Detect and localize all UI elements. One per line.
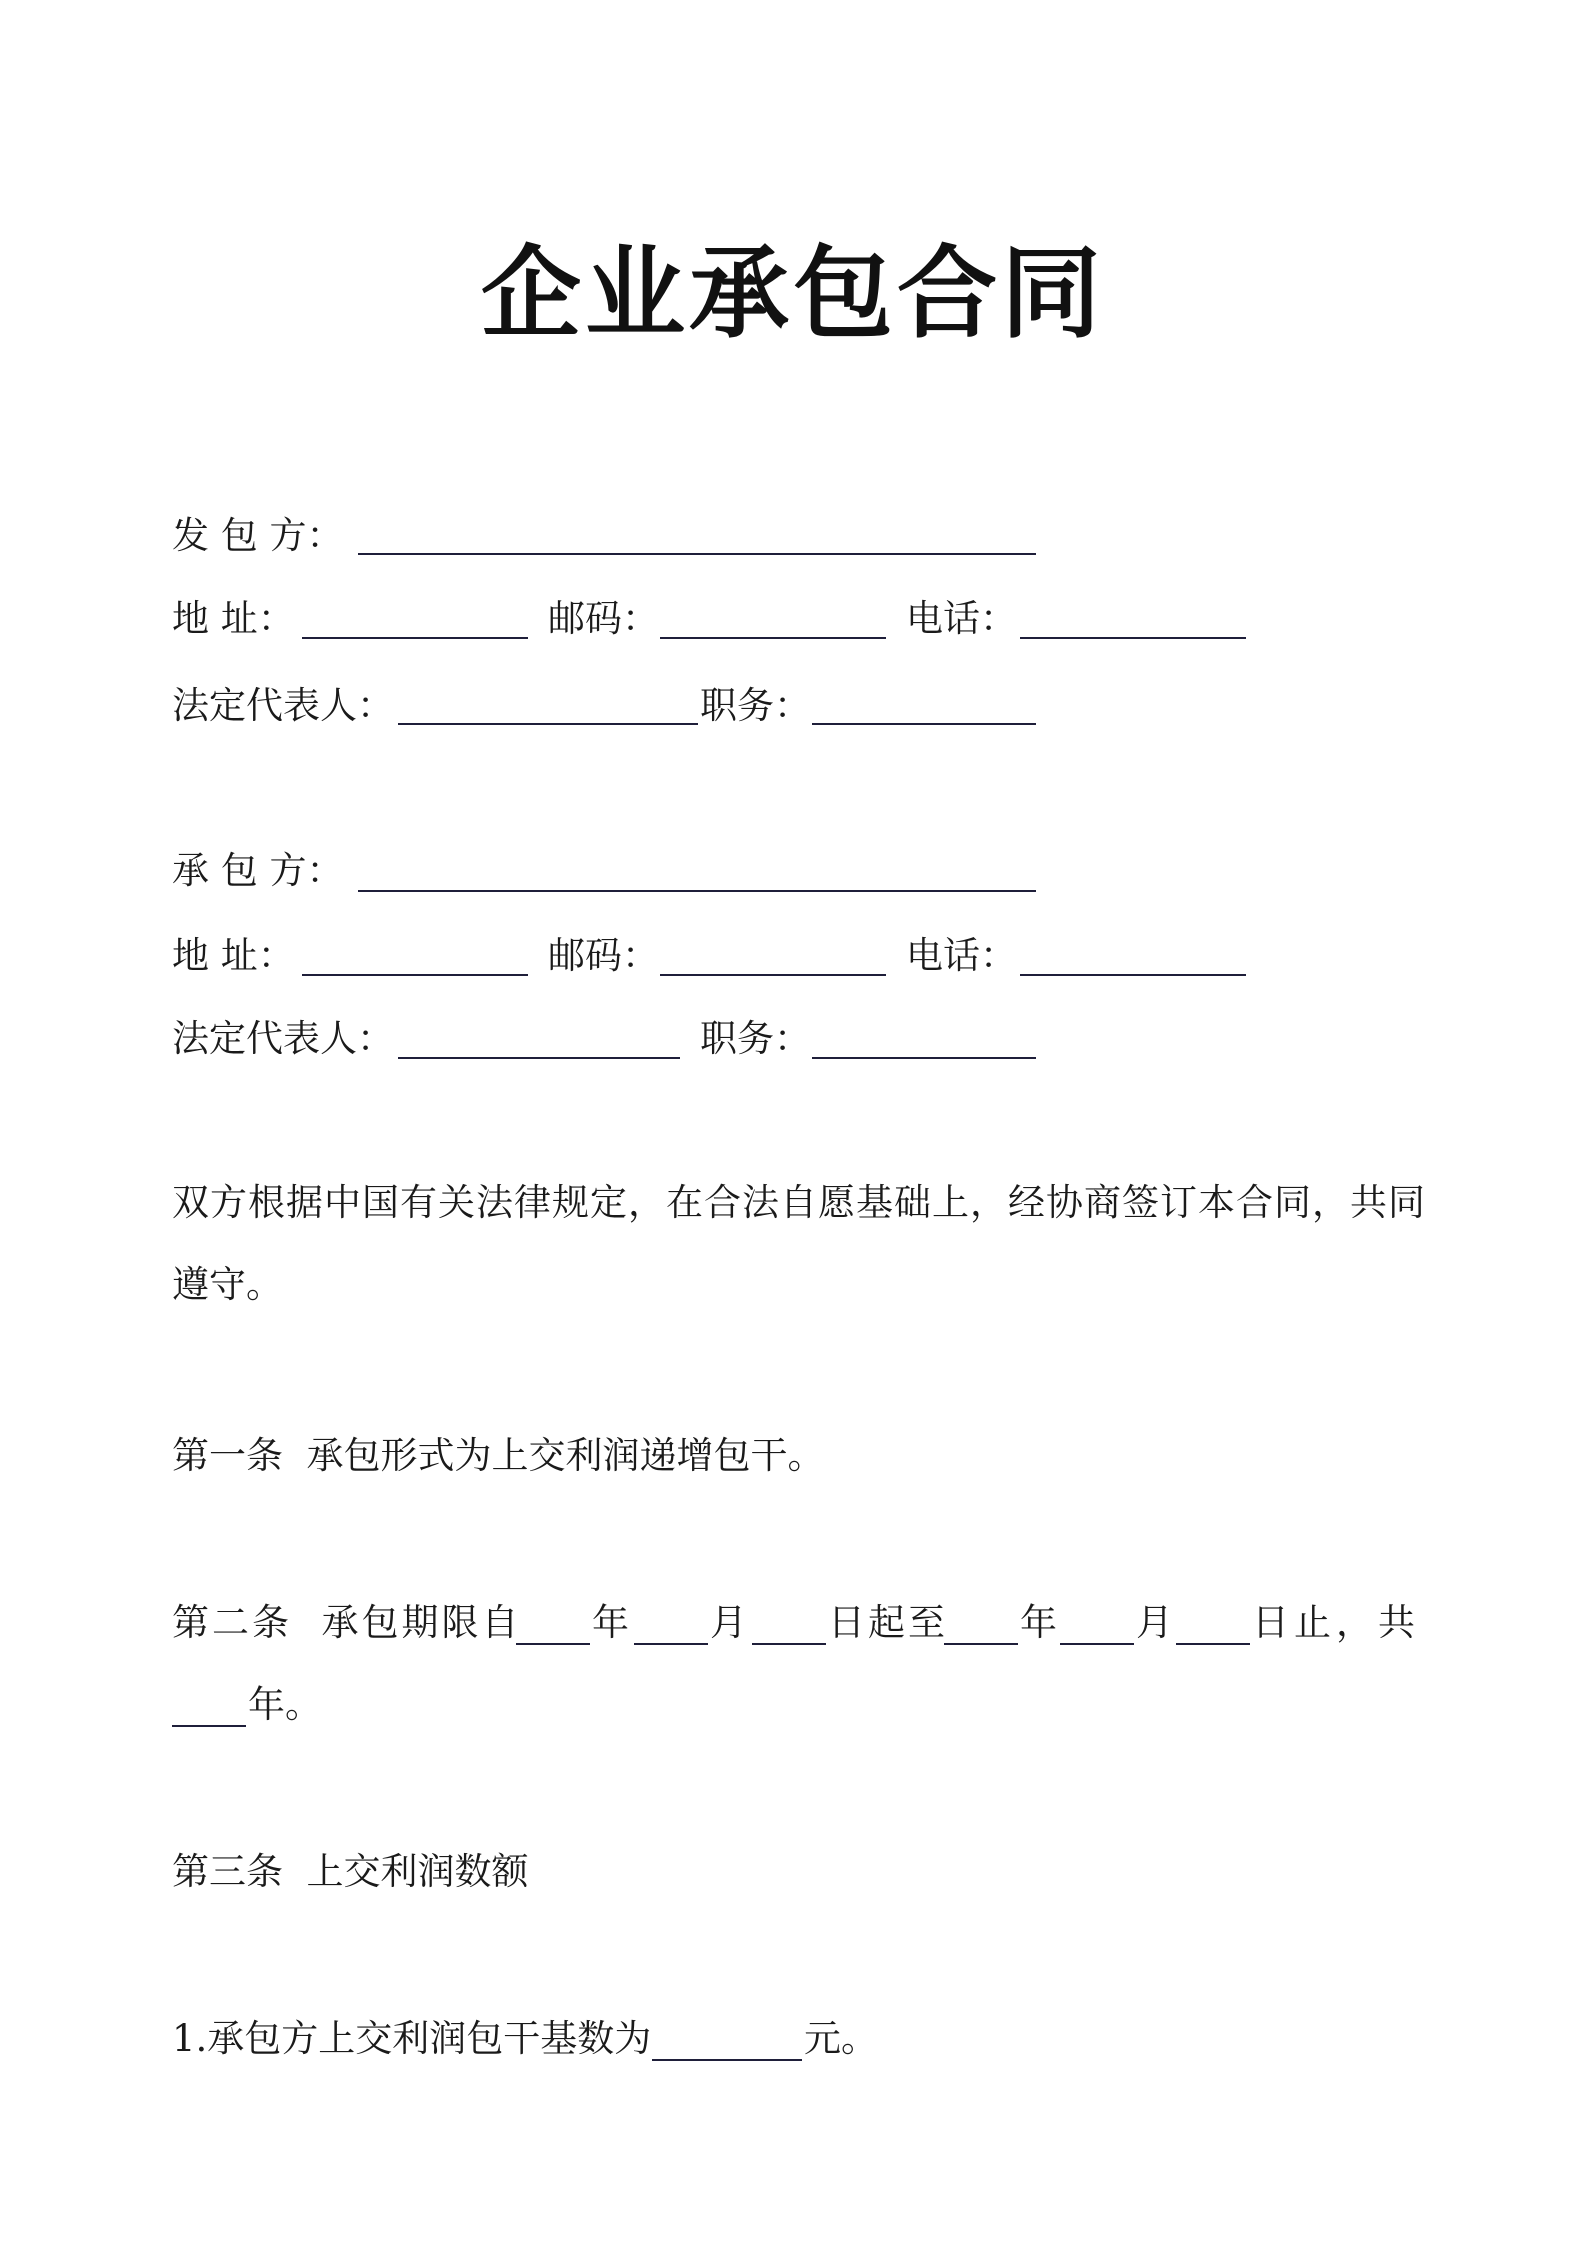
party-b-phone-blank[interactable] xyxy=(1020,974,1246,976)
article-1: 第一条 承包形式为上交利润递增包干。 xyxy=(172,1434,825,1477)
party-a-postcode-blank[interactable] xyxy=(660,637,886,639)
party-b-postcode-label: 邮码： xyxy=(548,934,659,977)
party-b-postcode-blank[interactable] xyxy=(660,974,886,976)
article-2-tail: 年。 xyxy=(248,1683,322,1726)
article-2-month2-label: 月 xyxy=(1136,1601,1173,1644)
item-1-prefix: 1.承包方上交利润包干基数为 xyxy=(172,2017,652,2060)
preamble-line-1: 双方根据中国有关法律规定，在合法自愿基础上，经协商签订本合同，共同 xyxy=(172,1181,1426,1224)
article-2-day-end-label: 日止，共 xyxy=(1252,1601,1420,1644)
item-1-suffix: 元。 xyxy=(804,2017,878,2060)
total-years-blank[interactable] xyxy=(172,1725,246,1727)
party-a-position-blank[interactable] xyxy=(812,723,1036,725)
party-a-address-label: 地 址： xyxy=(172,597,295,640)
party-b-name-blank[interactable] xyxy=(358,890,1036,892)
party-b-label: 承 包 方： xyxy=(172,849,344,892)
start-day-blank[interactable] xyxy=(752,1643,826,1645)
party-b-address-blank[interactable] xyxy=(302,974,528,976)
end-year-blank[interactable] xyxy=(944,1643,1018,1645)
party-a-rep-label: 法定代表人： xyxy=(172,684,394,727)
party-b-rep-blank[interactable] xyxy=(398,1057,680,1059)
preamble-line-2: 遵守。 xyxy=(172,1263,283,1306)
party-a-address-blank[interactable] xyxy=(302,637,528,639)
party-b-address-label: 地 址： xyxy=(172,934,295,977)
end-month-blank[interactable] xyxy=(1060,1643,1134,1645)
start-year-blank[interactable] xyxy=(516,1643,590,1645)
party-a-rep-blank[interactable] xyxy=(398,723,698,725)
article-2-month-label: 月 xyxy=(710,1601,747,1644)
party-a-label: 发 包 方： xyxy=(172,514,344,557)
article-2-day-start-label: 日起至 xyxy=(828,1601,948,1644)
party-a-phone-label: 电话： xyxy=(906,597,1017,640)
article-2-prefix: 第二条 承包期限自 xyxy=(172,1601,522,1644)
article-2-year2-label: 年 xyxy=(1020,1601,1057,1644)
party-b-position-blank[interactable] xyxy=(812,1057,1036,1059)
article-3: 第三条 上交利润数额 xyxy=(172,1850,529,1893)
end-day-blank[interactable] xyxy=(1176,1643,1250,1645)
party-b-position-label: 职务： xyxy=(700,1017,811,1060)
start-month-blank[interactable] xyxy=(634,1643,708,1645)
party-a-name-blank[interactable] xyxy=(358,553,1036,555)
party-b-rep-label: 法定代表人： xyxy=(172,1017,394,1060)
document-title: 企业承包合同 xyxy=(481,234,1105,352)
party-b-phone-label: 电话： xyxy=(906,934,1017,977)
article-2-year-label: 年 xyxy=(592,1601,629,1644)
profit-base-blank[interactable] xyxy=(652,2059,802,2061)
party-a-phone-blank[interactable] xyxy=(1020,637,1246,639)
party-a-postcode-label: 邮码： xyxy=(548,597,659,640)
party-a-position-label: 职务： xyxy=(700,684,811,727)
